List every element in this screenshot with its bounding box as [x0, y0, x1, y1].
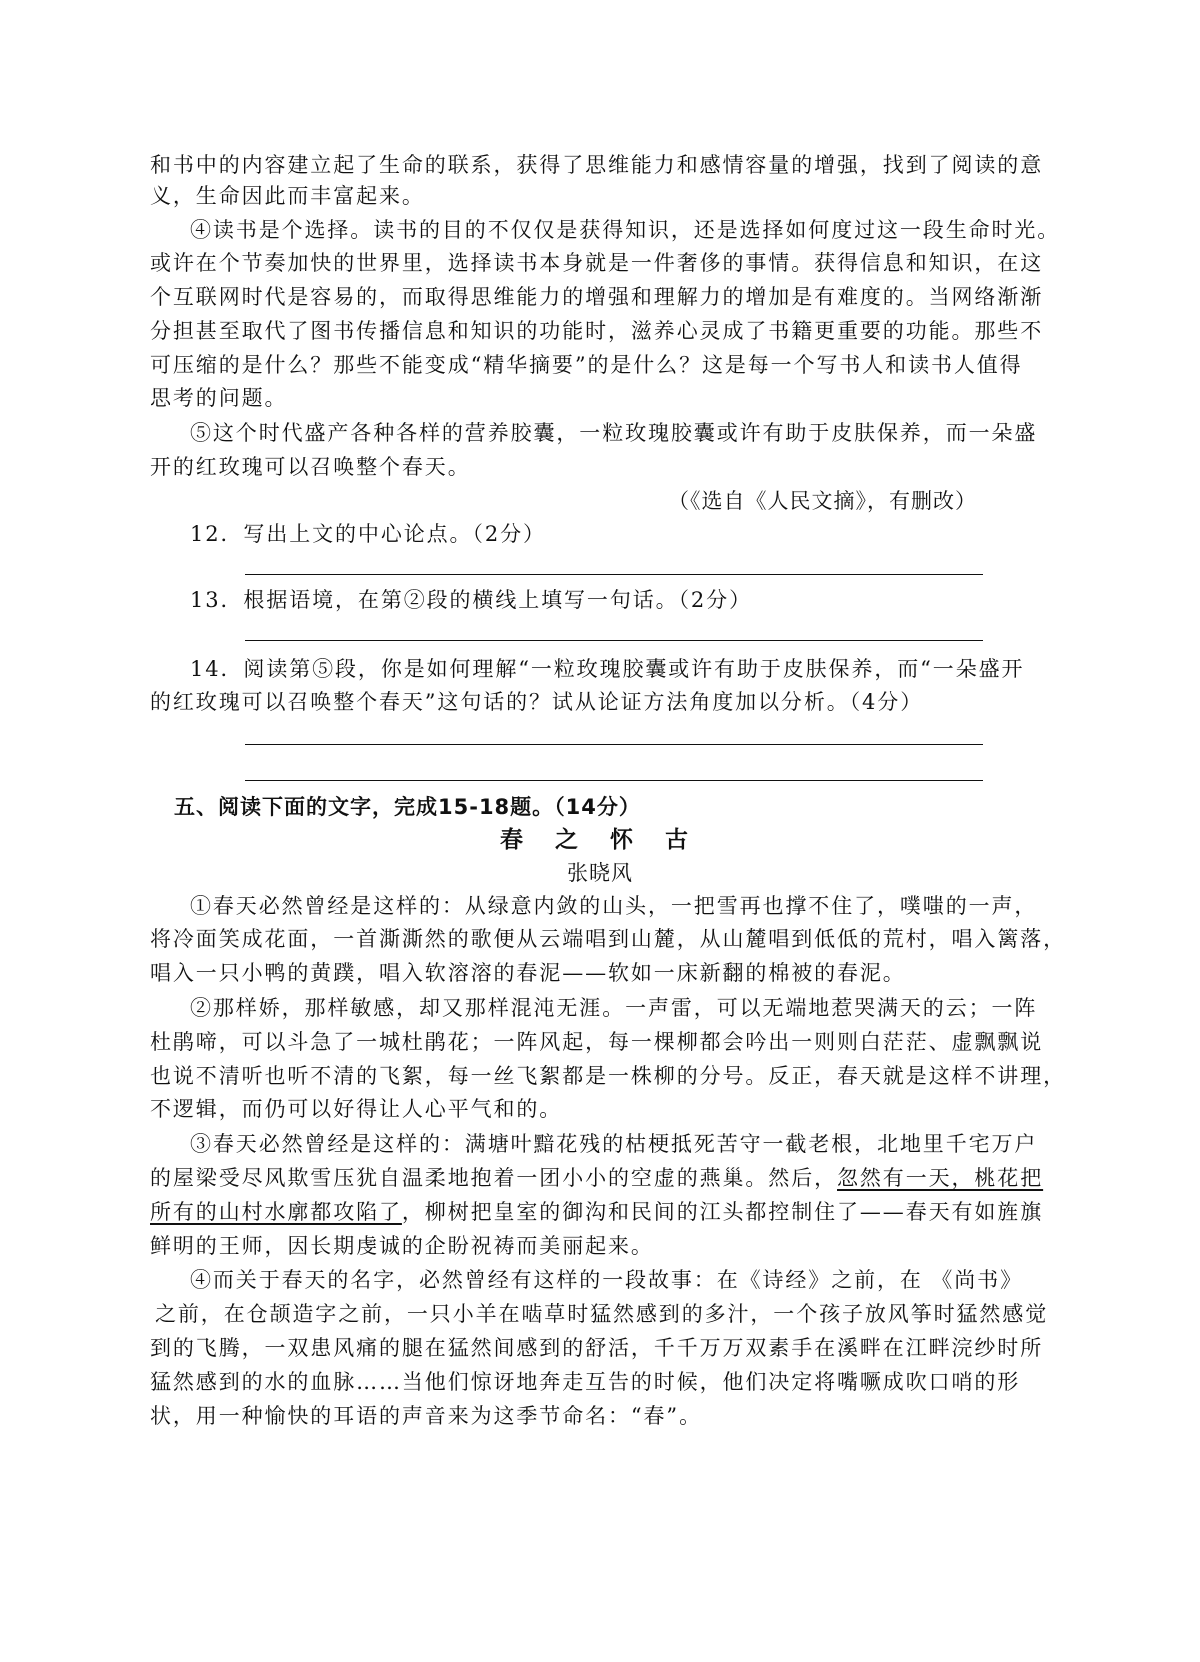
- article-line: 之前，在仓颉造字之前，一只小羊在啮草时猛然感到的多汁，一个孩子放风筝时猛然感觉: [155, 1302, 1049, 1326]
- article-line: 杜鹃啼，可以斗急了一城杜鹃花；一阵风起，每一棵柳都会吟出一则则白茫茫、虚飘飘说: [150, 1030, 1044, 1054]
- passage-line: 分担甚至取代了图书传播信息和知识的功能时，滋养心灵成了书籍更重要的功能。那些不: [150, 319, 1044, 343]
- answer-line-q12[interactable]: [245, 574, 983, 575]
- answer-line-q13[interactable]: [245, 640, 983, 641]
- article-line: ②那样娇，那样敏感，却又那样混沌无涯。一声雷，可以无端地惹哭满天的云；一阵: [190, 996, 1038, 1020]
- article-line: 状，用一种愉快的耳语的声音来为这季节命名：“春”。: [150, 1404, 702, 1428]
- article-line: 鲜明的王师，因长期虔诚的企盼祝祷而美丽起来。: [150, 1234, 654, 1258]
- article-line: 猛然感到的水的血脉……当他们惊讶地奔走互告的时候，他们决定将嘴噘成吹口哨的形: [150, 1370, 1021, 1394]
- passage-line: ⑤这个时代盛产各种各样的营养胶囊，一粒玫瑰胶囊或许有助于皮肤保养，而一朵盛: [190, 421, 1038, 445]
- passage-line: 开的红玫瑰可以召唤整个春天。: [150, 455, 471, 479]
- passage-line: 个互联网时代是容易的，而取得思维能力的增强和理解力的增加是有难度的。当网络渐渐: [150, 285, 1044, 309]
- article-line: ③春天必然曾经是这样的：满塘叶黯花残的枯梗抵死苦守一截老根，北地里千宅万户: [190, 1132, 1038, 1156]
- passage-line: 可压缩的是什么？那些不能变成“精华摘要”的是什么？这是每一个写书人和读书人值得: [150, 353, 1023, 377]
- passage-line: 思考的问题。: [150, 386, 288, 410]
- article-text: ，柳树把皇室的御沟和民间的江头都控制住了——春天有如旌旗: [401, 1200, 1044, 1224]
- answer-line-q14-1[interactable]: [245, 744, 983, 745]
- answer-line-q14-2[interactable]: [245, 780, 983, 781]
- article-line: [150, 1163, 1043, 1193]
- passage-line: 和书中的内容建立起了生命的联系，获得了思维能力和感情容量的增强，找到了阅读的意: [150, 153, 1044, 177]
- source-citation: （《选自《人民文摘》，有删改）: [668, 489, 977, 513]
- article-title: 春 之 怀 古: [499, 827, 701, 853]
- article-line: 将冷面笑成花面，一首澌澌然的歌便从云端唱到山麓，从山麓唱到低低的荒村，唱入篱落，: [150, 927, 1066, 951]
- article-line: 唱入一只小鸭的黄蹼，唱入软溶溶的春泥——软如一床新翻的棉被的春泥。: [150, 961, 906, 985]
- underlined-sentence: 忽然有一天，桃花把: [837, 1166, 1044, 1190]
- passage-line: ④读书是个选择。读书的目的不仅仅是获得知识，还是选择如何度过这一段生命时光。: [190, 218, 1061, 242]
- passage-line: 或许在个节奏加快的世界里，选择读书本身就是一件奢侈的事情。获得信息和知识，在这: [150, 251, 1044, 275]
- question-12: 12．写出上文的中心论点。（2分）: [190, 522, 546, 546]
- section-heading: 五、阅读下面的文字，完成15-18题。（14分）: [174, 795, 641, 819]
- article-text: 的屋梁受尽风欺雪压犹自温柔地抱着一团小小的空虚的燕巢。然后，: [150, 1166, 837, 1190]
- article-line: 到的飞腾，一双患风痛的腿在猛然间感到的舒活，千千万万双素手在溪畔在江畔浣纱时所: [150, 1336, 1044, 1360]
- article-line: [150, 1197, 1043, 1227]
- question-14-line: 14．阅读第⑤段，你是如何理解“一粒玫瑰胶囊或许有助于皮肤保养，而“一朵盛开: [190, 657, 1025, 681]
- article-author: 张晓风: [567, 861, 633, 885]
- article-line: ①春天必然曾经是这样的：从绿意内敛的山头，一把雪再也撑不住了，噗嗤的一声，: [190, 894, 1038, 918]
- article-line: 不逻辑，而仍可以好得让人心平气和的。: [150, 1097, 563, 1121]
- underlined-sentence: 所有的山村水廓都攻陷了: [150, 1200, 402, 1224]
- article-line: ④而关于春天的名字，必然曾经有这样的一段故事：在《诗经》之前，在 《尚书》: [190, 1268, 1023, 1292]
- passage-line: 义，生命因此而丰富起来。: [150, 184, 425, 208]
- question-13: 13．根据语境，在第②段的横线上填写一句话。（2分）: [190, 588, 752, 612]
- question-14-line: 的红玫瑰可以召唤整个春天”这句话的？试从论证方法角度加以分析。（4分）: [150, 690, 924, 714]
- article-line: 也说不清听也听不清的飞絮，每一丝飞絮都是一株柳的分号。反正，春天就是这样不讲理，: [150, 1064, 1066, 1088]
